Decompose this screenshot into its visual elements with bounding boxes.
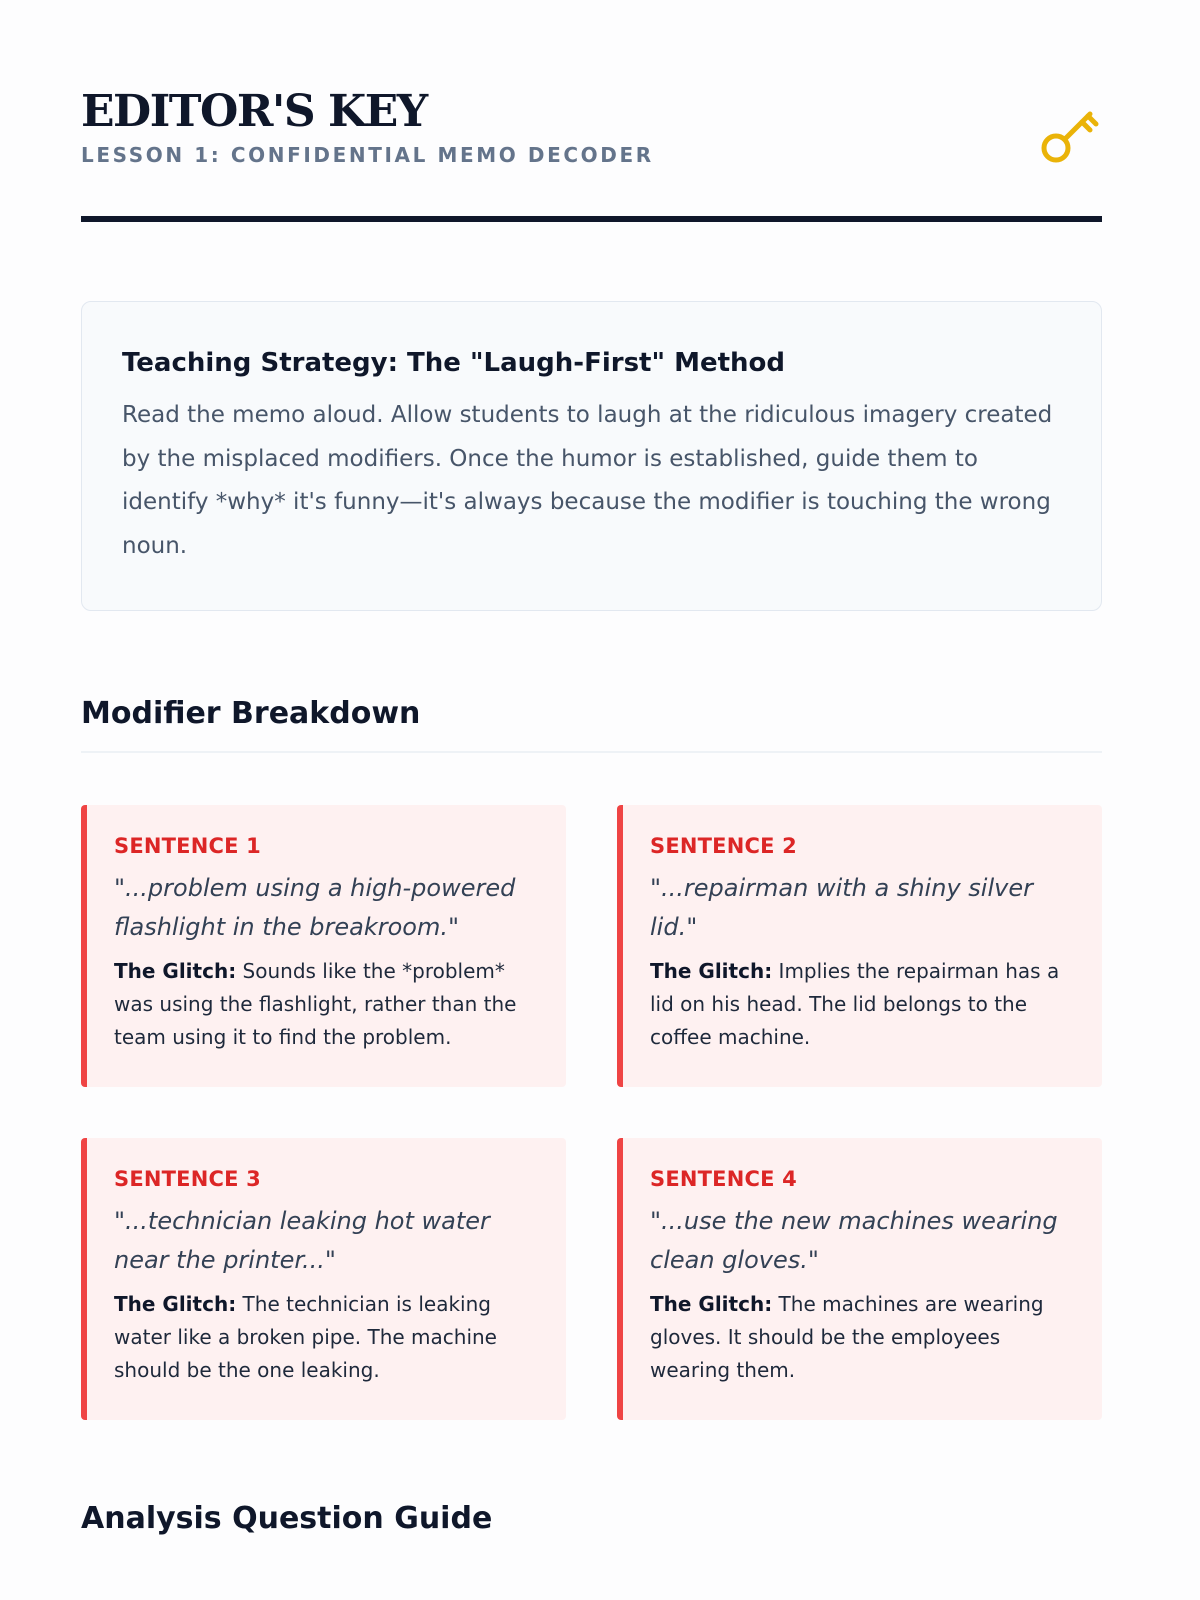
key-icon xyxy=(1038,106,1102,170)
teaching-strategy-box xyxy=(81,301,1102,611)
sentence-card-grid xyxy=(81,805,1102,1420)
sentence-label: SENTENCE 4 xyxy=(650,1167,797,1191)
sentence-card xyxy=(81,1138,566,1420)
sentence-quote: "...problem using a high-powered flashlight in the breakroom." xyxy=(114,874,516,941)
sentence-card xyxy=(617,805,1102,1087)
sentence-card xyxy=(81,805,566,1087)
strategy-body: Read the memo aloud. Allow students to laugh at the ridiculous imagery created by the misplaced modifiers. Once the humor is established, guide them to identify *why* it's funny—it's always because the modifier is touching the wrong noun. xyxy=(122,402,1053,559)
page-subtitle: LESSON 1: CONFIDENTIAL MEMO DECODER xyxy=(81,143,654,167)
sentence-quote: "...technician leaking hot water near the printer..." xyxy=(114,1207,490,1274)
glitch-label: The Glitch: xyxy=(650,1292,773,1316)
glitch-label: The Glitch: xyxy=(114,1292,237,1316)
glitch-explanation xyxy=(114,1288,540,1387)
glitch-explanation xyxy=(650,955,1076,1054)
glitch-text: Sounds like the *problem* was using the flashlight, rather than the team using it to find the problem. xyxy=(114,959,517,1049)
glitch-text: The machines are wearing gloves. It should be the employees wearing them. xyxy=(650,1292,1044,1382)
glitch-text: Implies the repairman has a lid on his head. The lid belongs to the coffee machine. xyxy=(650,959,1060,1049)
page-title: EDITOR'S KEY xyxy=(81,86,427,137)
modifier-breakdown-title: Modifier Breakdown xyxy=(81,696,421,731)
sentence-label: SENTENCE 2 xyxy=(650,834,797,858)
sentence-label: SENTENCE 3 xyxy=(114,1167,261,1191)
modifier-breakdown-header xyxy=(81,695,1102,753)
analysis-question-guide-header xyxy=(81,1500,1102,1538)
sentence-quote: "...use the new machines wearing clean gloves." xyxy=(650,1207,1058,1274)
analysis-question-guide-title: Analysis Question Guide xyxy=(81,1501,493,1536)
page-header xyxy=(81,0,1102,222)
sentence-card xyxy=(617,1138,1102,1420)
glitch-label: The Glitch: xyxy=(114,959,237,983)
sentence-label: SENTENCE 1 xyxy=(114,834,261,858)
glitch-text: The technician is leaking water like a broken pipe. The machine should be the one leaking. xyxy=(114,1292,497,1382)
glitch-explanation xyxy=(114,955,540,1054)
glitch-explanation xyxy=(650,1288,1076,1387)
strategy-title: Teaching Strategy: The "Laugh-First" Method xyxy=(122,348,785,378)
glitch-label: The Glitch: xyxy=(650,959,773,983)
sentence-quote: "...repairman with a shiny silver lid." xyxy=(650,874,1033,941)
